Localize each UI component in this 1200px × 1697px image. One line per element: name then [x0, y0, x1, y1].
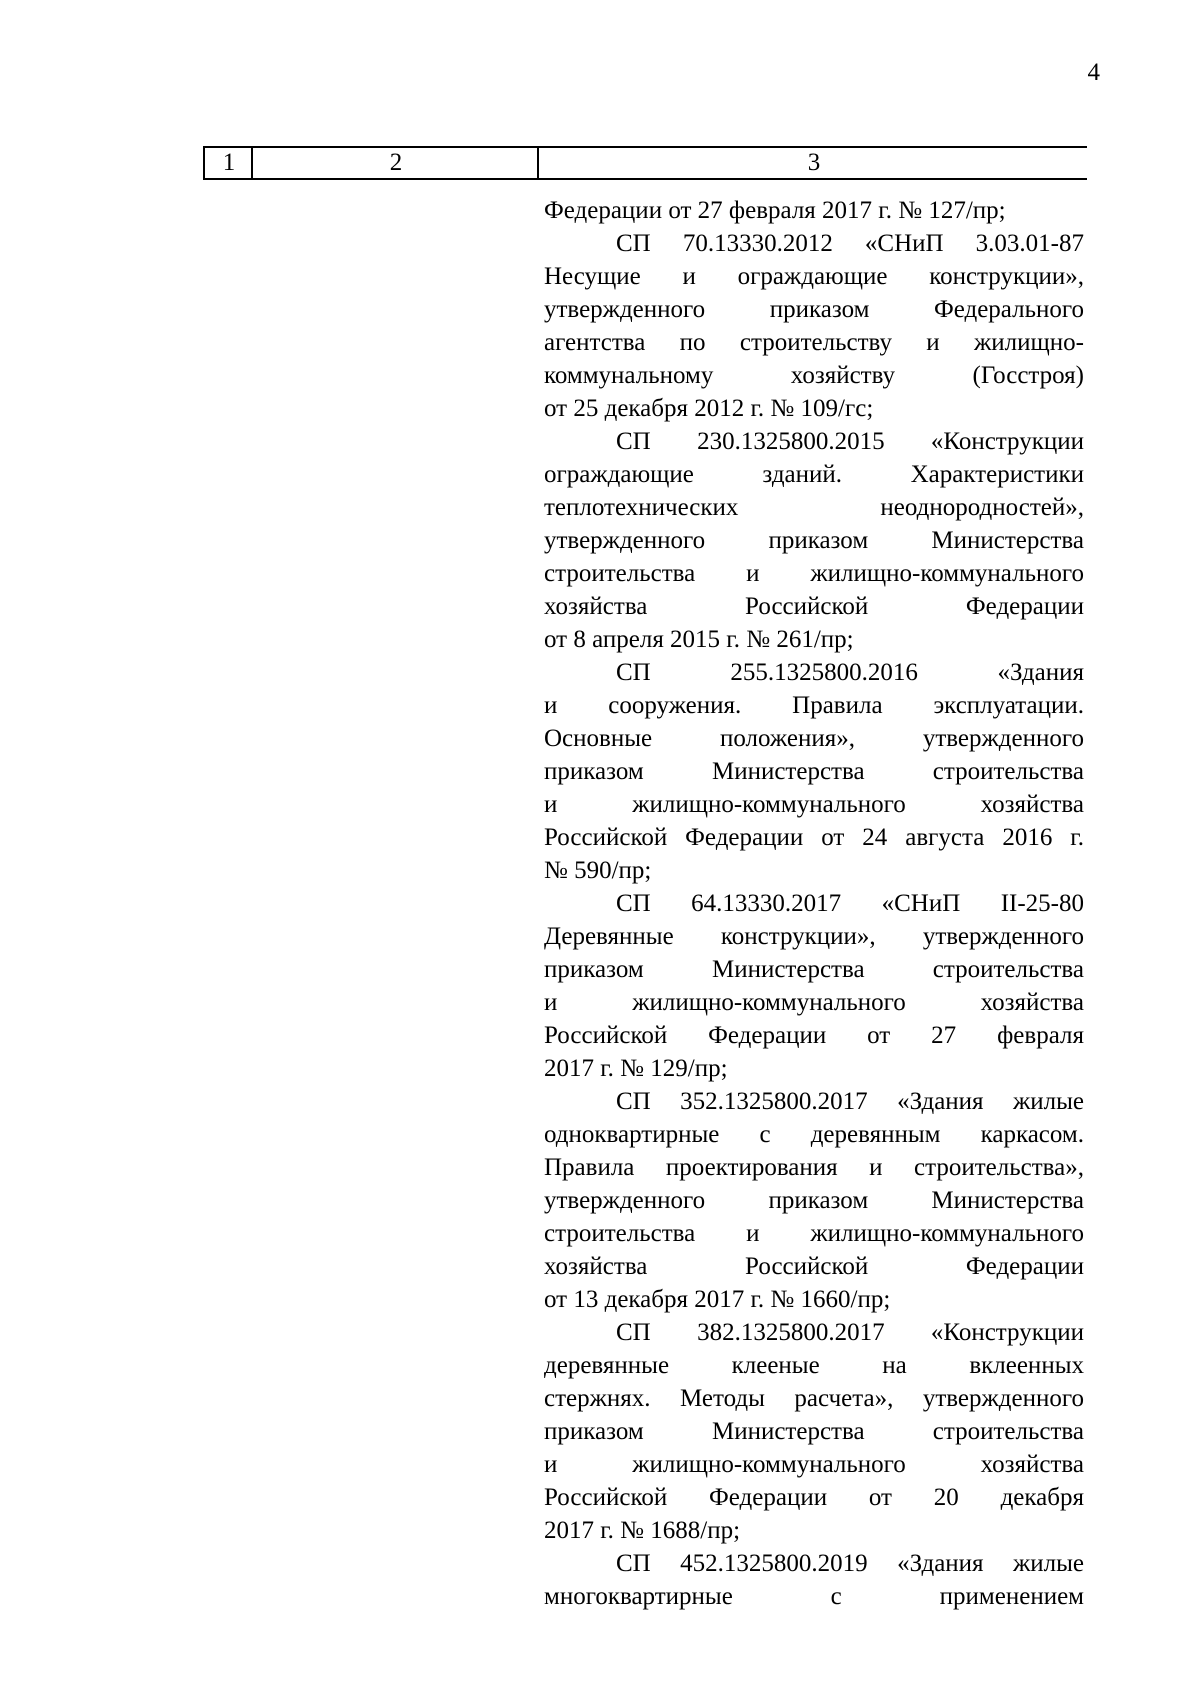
text-line: Основные положения», утвержденного	[544, 725, 1084, 752]
text-line: СП 64.13330.2017 «СНиП II-25-80	[616, 890, 1084, 917]
text-line: приказом Министерства строительства	[544, 758, 1084, 785]
text-line: Российской Федерации от 24 августа 2016 г.	[544, 824, 1084, 851]
table-header-col-3: 3	[537, 148, 1089, 178]
text-line: СП 382.1325800.2017 «Конструкции	[616, 1319, 1084, 1346]
text-line: и жилищно-коммунального хозяйства	[544, 1451, 1084, 1478]
page-number: 4	[1087, 59, 1100, 86]
text-line: строительства и жилищно-коммунального	[544, 560, 1084, 587]
text-line: от 13 декабря 2017 г. № 1660/пр;	[544, 1286, 891, 1313]
text-line: Российской Федерации от 27 февраля	[544, 1022, 1084, 1049]
text-line: СП 70.13330.2012 «СНиП 3.03.01-87	[616, 230, 1084, 257]
table-header-row	[203, 146, 1087, 180]
text-line: Несущие и ограждающие конструкции»,	[544, 263, 1084, 290]
text-line: агентства по строительству и жилищно-	[544, 329, 1084, 356]
table-cell-col-3-text	[544, 194, 1084, 1613]
text-line: Деревянные конструкции», утвержденного	[544, 923, 1084, 950]
text-line: и жилищно-коммунального хозяйства	[544, 989, 1084, 1016]
text-line: Правила проектирования и строительства»,	[544, 1154, 1084, 1181]
text-line: одноквартирные с деревянным каркасом.	[544, 1121, 1084, 1148]
text-line: строительства и жилищно-коммунального	[544, 1220, 1084, 1247]
text-line: теплотехнических неоднородностей»,	[544, 494, 1084, 521]
text-line: многоквартирные с применением	[544, 1583, 1084, 1610]
text-line: утвержденного приказом Федерального	[544, 296, 1084, 323]
text-line: хозяйства Российской Федерации	[544, 1253, 1084, 1280]
text-line: ограждающие зданий. Характеристики	[544, 461, 1084, 488]
text-line: хозяйства Российской Федерации	[544, 593, 1084, 620]
text-line: № 590/пр;	[544, 857, 652, 884]
text-line: деревянные клееные на вклеенных	[544, 1352, 1084, 1379]
text-line: коммунальному хозяйству (Госстроя)	[544, 362, 1084, 389]
text-line: и жилищно-коммунального хозяйства	[544, 791, 1084, 818]
text-line: утвержденного приказом Министерства	[544, 1187, 1084, 1214]
text-line: СП 255.1325800.2016 «Здания	[616, 659, 1084, 686]
text-line: от 8 апреля 2015 г. № 261/пр;	[544, 626, 854, 653]
text-line: СП 352.1325800.2017 «Здания жилые	[616, 1088, 1084, 1115]
text-line: 2017 г. № 1688/пр;	[544, 1517, 741, 1544]
text-line: Федерации от 27 февраля 2017 г. № 127/пр;	[544, 197, 1006, 224]
text-line: Российской Федерации от 20 декабря	[544, 1484, 1084, 1511]
table-header-col-2: 2	[251, 148, 539, 178]
text-line: стержнях. Методы расчета», утвержденного	[544, 1385, 1084, 1412]
text-line: утвержденного приказом Министерства	[544, 527, 1084, 554]
text-line: 2017 г. № 129/пр;	[544, 1055, 728, 1082]
text-line: СП 452.1325800.2019 «Здания жилые	[616, 1550, 1084, 1577]
text-line: от 25 декабря 2012 г. № 109/гс;	[544, 395, 874, 422]
table-header-col-1: 1	[203, 148, 253, 178]
text-line: приказом Министерства строительства	[544, 956, 1084, 983]
text-line: СП 230.1325800.2015 «Конструкции	[616, 428, 1084, 455]
text-line: и сооружения. Правила эксплуатации.	[544, 692, 1084, 719]
text-line: приказом Министерства строительства	[544, 1418, 1084, 1445]
